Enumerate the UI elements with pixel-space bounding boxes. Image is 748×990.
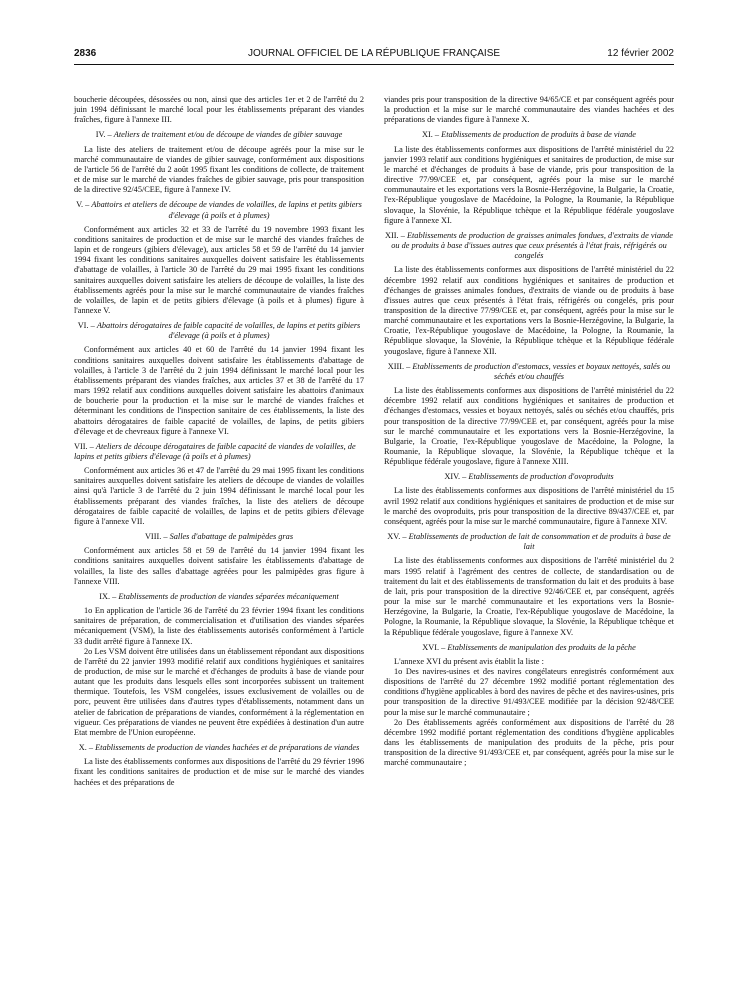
page-number: 2836 <box>74 48 97 59</box>
paragraph: L'annexe XVI du présent avis établit la liste : <box>394 656 544 666</box>
section-title: Etablissements de production de produits à base de viande <box>441 130 636 140</box>
paragraph: La liste des établissements conformes aux dispositions de l'arrêté ministériel du 22 décembre 1992 relatif aux conditions hygiéniques et sanitaires de production et d'échanges d'estomacs, vessies et boyaux nettoyés, salés ou séchés et/ou chauffés, pris pour transposition de la directive 77/99/CEE et, par conséquent, agréés pour la mise sur le marché communautaire et les exportations vers la Bosnie-Herzégovine, la Bulgarie, la Croatie, l'ex-République yougoslave de Macédoine, la Pologne, la Roumanie, la République slovaque, la Slovénie, la République tchèque et la République fédérale yougoslave, figure à l'annexe XIII. <box>384 386 674 467</box>
paragraph: 1o En application de l'article 36 de l'arrêté du 23 février 1994 fixant les conditions sanitaires de préparation, de commercialisation et d'utilisation des viandes séparées mécaniquement (VSM), la liste des établissements autorisés conformément à l'article 33 dudit arrêté figure à l'annexe IX. <box>74 606 364 646</box>
section-heading-xii <box>384 231 674 261</box>
section-number: IX. – <box>99 591 117 601</box>
section-title: Etablissements de production de viandes hachées et de préparations de viandes <box>95 743 360 753</box>
paragraph: La liste des établissements conformes aux dispositions de l'arrêté ministériel du 22 décembre 1992 relatif aux conditions hygiéniques et sanitaires de production et d'échanges de graisses animales fondues, d'extraits de viande ou de produits à base d'issues autres que ceux présentés à l'état frais, réfrigérés ou congelés, pris pour transposition de la directive 77/99/CEE et, par conséquent, agréés pour la mise sur le marché communautaire et les exportations vers la Bosnie-Herzégovine, la Bulgarie, la Croatie, l'ex-République yougoslave de Macédoine, la Pologne, la Roumanie, la République slovaque, la Slovénie, la République tchèque et la République fédérale yougoslave, figure à l'annexe XII. <box>384 265 674 356</box>
section-heading-x <box>74 743 364 753</box>
section-title: Etablissements de production de viandes séparées mécaniquement <box>118 591 339 601</box>
section-heading-iv <box>74 130 364 140</box>
issue-date: 12 février 2002 <box>607 48 674 59</box>
section-heading-vi <box>74 321 364 341</box>
section-number: V. – <box>76 200 90 210</box>
section-heading-ix <box>74 592 364 602</box>
section-title: Etablissements de production de graisses animales fondues, d'extraits de viande ou de produits à base d'issues autres que ceux présentés à l'état frais, réfrigérés ou congelés <box>391 230 673 261</box>
journal-title: JOURNAL OFFICIEL DE LA RÉPUBLIQUE FRANÇAISE <box>247 48 501 59</box>
section-number: XVI. – <box>422 642 446 652</box>
section-heading-xv <box>384 532 674 552</box>
section-number: XI. – <box>422 130 440 140</box>
section-number: VII. – <box>74 441 94 451</box>
paragraph: 2o Des établissements agréés conformément aux dispositions de l'arrêté du 28 décembre 1992 modifié portant réglementation des conditions d'hygiène applicables dans les établissements de manipulation des produits de la pêche, pris pour transposition de la directive 91/493/CEE et, par conséquent, agréés pour la mise sur le marché communautaire ; <box>384 717 674 768</box>
section-number: XII. – <box>385 230 405 240</box>
paragraph: La liste des établissements conformes aux dispositions de l'arrêté ministériel du 22 janvier 1993 relatif aux conditions hygiéniques et sanitaires de production, de mise sur le marché et d'échanges de produits à base de viande, pris pour transposition de la directive 77/99/CEE et, par conséquent, agréés pour la mise sur le marché communautaire et les exportations vers la Bosnie-Herzégovine, la Bulgarie, la Croatie, l'ex-République yougoslave de Macédoine, la Pologne, la Roumanie, la République slovaque, la Slovénie, la République tchèque et la République fédérale yougoslave figure à l'annexe XI. <box>384 144 674 225</box>
right-column <box>384 95 674 769</box>
section-number: XIII. – <box>387 361 411 371</box>
paragraph: Conformément aux articles 36 et 47 de l'arrêté du 29 mai 1995 fixant les conditions sanitaires auxquelles doivent satisfaire les ateliers de découpe de viandes de volailles ainsi qu'à l'article 3 de l'arrêté du 2 juin 1994 définissant le marché local pour les établissements préparant des viandes fraîches, la liste des ateliers de découpe dérogataires de faible capacité de volailles, de lapins et de petits gibiers d'élevage figure à l'annexe VII. <box>74 466 364 526</box>
paragraph: La liste des établissements conformes aux dispositions de l'arrêté du 29 février 1996 fixant les conditions sanitaires de production et de mise sur le marché des viandes hachées et des préparations de <box>74 757 364 787</box>
paragraph: Conformément aux articles 32 et 33 de l'arrêté du 19 novembre 1993 fixant les conditions sanitaires de production et de mise sur le marché des viandes fraîches de lapin et de rongeurs (gibiers d'élevage), aux articles 58 et 59 de l'arrêté du 14 janvier 1994 fixant les conditions sanitaires auxquelles doivent satisfaire les établissements d'abattage de volailles, à l'article 30 de l'arrêté du 29 mai 1995 fixant les conditions sanitaires auxquelles doivent satisfaire les ateliers de découpe de volailles, la liste des établissements agréés pour la mise sur le marché communautaire de viandes fraîches de volailles, de lapin et de petits gibiers d'élevage (à poils et à plumes) figure à l'annexe V. <box>74 224 364 315</box>
paragraph: viandes pris pour transposition de la directive 94/65/CE et par conséquent agréés pour la production et la mise sur le marché communautaire des viandes hachées et des préparations de viandes figure à l'annexe X. <box>384 95 674 125</box>
section-heading-viii <box>74 532 364 542</box>
section-heading-xiii <box>384 362 674 382</box>
section-title: Abattoirs dérogataires de faible capacité de volailles, de lapins et petits gibiers d'élevage (à poils et à plumes) <box>96 321 361 341</box>
section-number: XV. – <box>387 532 407 542</box>
paragraph: La liste des ateliers de traitement et/ou de découpe agréés pour la mise sur le marché communautaire de viandes de gibier sauvage, conformément aux dispositions de l'article 56 de l'arrêté du 2 août 1995 fixant les conditions de collecte, de traitement et de mise sur le marché de viandes fraîches de gibier sauvage, pris pour transposition de la directive 92/45/CEE, figure à l'annexe IV. <box>74 144 364 195</box>
section-title: Ateliers de traitement et/ou de découpe de viandes de gibier sauvage <box>113 130 343 140</box>
section-title: Abattoirs et ateliers de découpe de viandes de volailles, de lapins et petits gibiers d'élevage (à poils et à plumes) <box>91 200 362 220</box>
section-title: Salles d'abattage de palmipèdes gras <box>169 532 294 542</box>
section-heading-xiv <box>384 472 674 482</box>
paragraph: La liste des établissements conformes aux dispositions de l'arrêté ministériel du 15 avril 1992 relatif aux conditions hygiéniques et sanitaires de production et de mise sur le marché des ovoproduits, pris pour transposition de la directive 89/437/CEE et, par conséquent, agréés pour la mise sur le marché communautaire, figure à l'annexe XIV. <box>384 486 674 526</box>
section-title: Ateliers de découpe dérogataires de faible capacité de viandes de volailles, de lapins et petits gibiers d'élevage (à poils et à plumes) <box>74 441 356 461</box>
section-heading-v <box>74 200 364 220</box>
paragraph: boucherie découpées, désossées ou non, ainsi que des articles 1er et 2 de l'arrêté du 2 juin 1994 définissant le marché local pour les établissements préparant des viandes fraîches, figure à l'annexe III. <box>74 95 364 125</box>
section-title: Etablissements de manipulation des produits de la pêche <box>447 642 636 652</box>
section-title: Etablissements de production d'ovoproduits <box>468 472 614 482</box>
section-number: X. – <box>78 743 93 753</box>
paragraph: 1o Des navires-usines et des navires congélateurs enregistrés conformément aux dispositions de l'arrêté du 27 décembre 1992 modifié portant réglementation des conditions d'hygiène applicables à bord des navires de pêche et des navires-usines, pris pour transposition de la directive 91/493/CEE modifiée par la décision 92/48/CEE pour la mise sur le marché communautaire ; <box>384 666 674 717</box>
paragraph: Conformément aux articles 58 et 59 de l'arrêté du 14 janvier 1994 fixant les conditions sanitaires auxquelles doivent satisfaire les établissements d'abattage de volailles, la liste des salles d'abattage agréées pour les palmipèdes gras figure à l'annexe VIII. <box>74 546 364 586</box>
section-heading-vii <box>74 442 364 462</box>
section-title: Etablissements de production de lait de consommation et de produits à base de lait <box>408 532 671 552</box>
paragraph: La liste des établissements conformes aux dispositions de l'arrêté ministériel du 2 mars 1995 relatif à l'agrément des centres de collecte, de standardisation ou de traitement du lait et des établissements de transformation du lait et des produits à base de lait, pris pour transposition de la directive 92/46/CEE et, par conséquent, agréés pour la mise sur le marché communautaire et les exportations vers la Bosnie-Herzégovine, la Bulgarie, la Croatie, l'ex-République yougoslave de Macédoine, la Pologne, la Roumanie, la République slovaque, la Slovénie, la République tchèque et la République fédérale yougoslave, figure à l'annexe XV. <box>384 556 674 637</box>
header-rule <box>74 64 674 65</box>
section-number: IV. – <box>95 130 112 140</box>
section-heading-xvi <box>384 643 674 653</box>
section-number: XIV. – <box>444 472 467 482</box>
paragraph: Conformément aux articles 40 et 60 de l'arrêté du 14 janvier 1994 fixant les conditions sanitaires auxquelles doivent satisfaire les établissements d'abattage de volailles, à l'article 3 de l'arrêté du 2 juin 1994 définissant le marché local pour les établissements préparant des viandes fraîches, aux articles 37 et 38 de l'arrêté du 17 mars 1992 relatif aux conditions auxquelles doivent satisfaire les abattoirs d'animaux de boucherie pour la production et la mise sur le marché de viandes fraîches et déterminant les conditions de l'inspection sanitaire de ces établissements, la liste des abattoirs dérogataires de faible capacité de volailles, de lapins, de petits gibiers d'élevage et de chevreaux figure à l'annexe VI. <box>74 345 364 436</box>
section-title: Etablissements de production d'estomacs, vessies et boyaux nettoyés, salés ou séchés et/ou chauffés <box>412 361 671 381</box>
page-header <box>74 48 674 64</box>
section-heading-xi <box>384 130 674 140</box>
section-number: VIII. – <box>144 532 168 542</box>
section-number: VI. – <box>77 321 95 331</box>
paragraph: 2o Les VSM doivent être utilisées dans un établissement répondant aux dispositions de l'arrêté du 22 janvier 1993 modifié relatif aux conditions hygiéniques et sanitaires de production, de mise sur le marché et d'échanges de produits à base de viande pour autant que les produits dans lesquels elles sont incorporées subissent un traitement thermique. Toutefois, les VSM congelées, issues exclusivement de volailles ou de porc, peuvent être utilisées dans d'autres types d'établissements, notamment dans un atelier de fabrication de préparations de viandes, conformément à la réglementation en vigueur. Ces préparations de viandes ne peuvent être expédiées à destination d'un autre Etat membre de l'Union européenne. <box>74 646 364 737</box>
left-column <box>74 95 364 788</box>
